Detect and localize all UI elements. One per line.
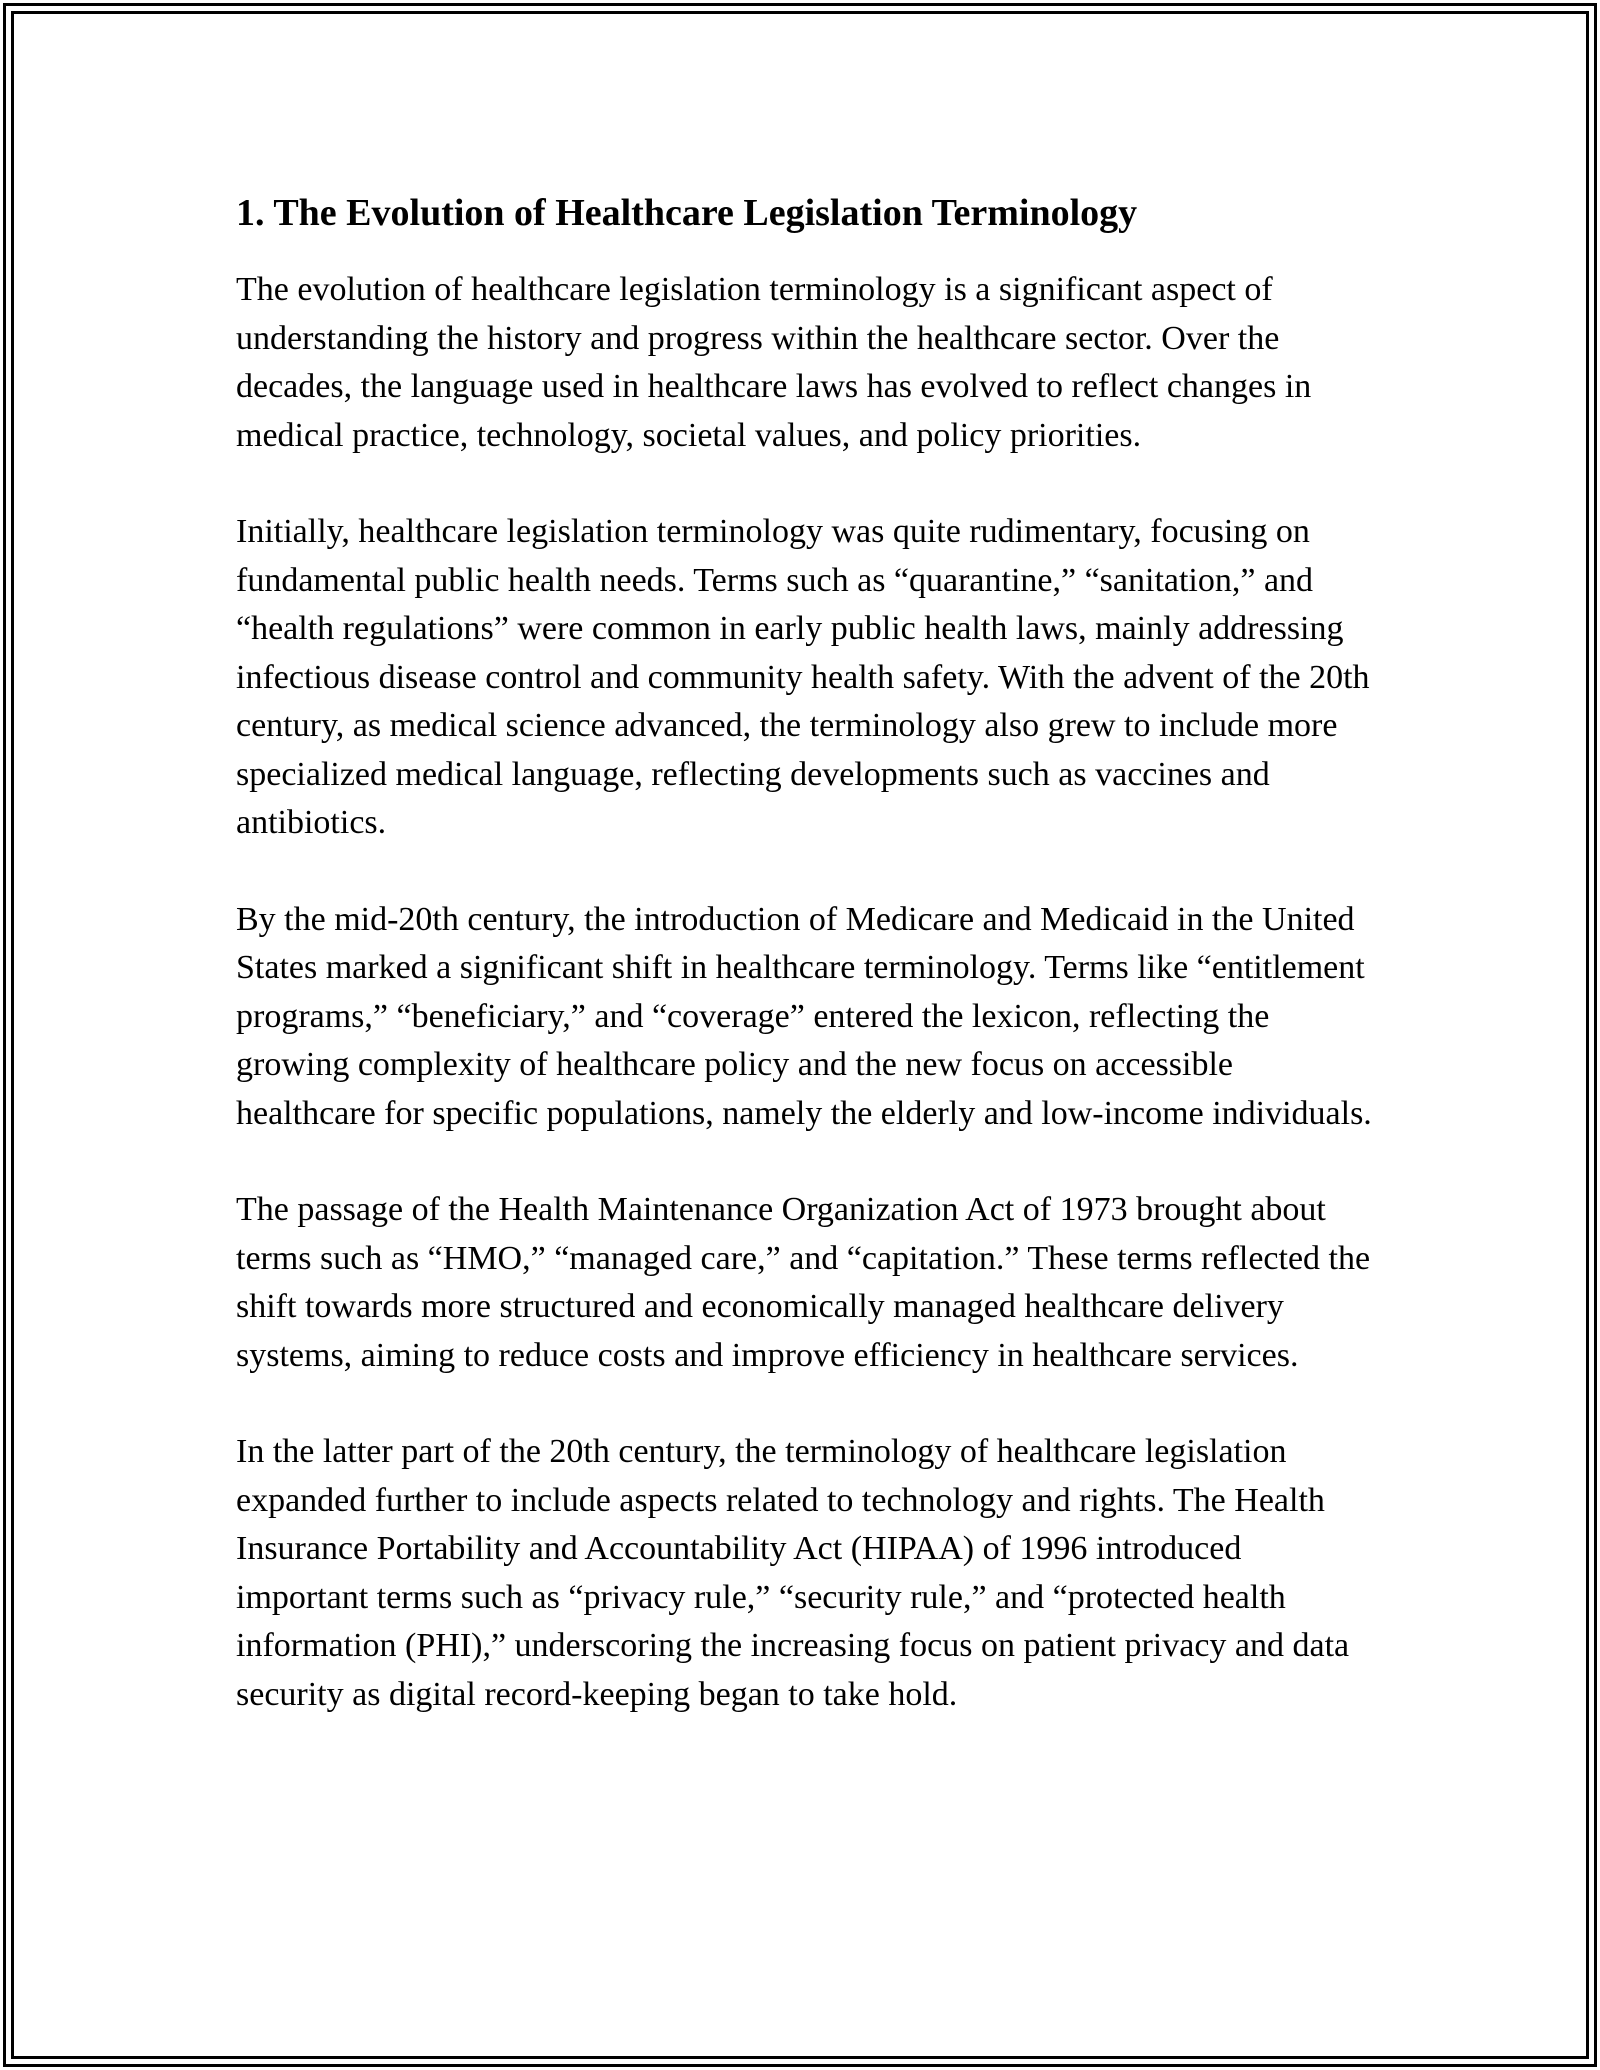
paragraph-hmo-act: The passage of the Health Maintenance Organization Act of 1973 brought about terms such as “HMO,” “managed care,” and “capitation.” These terms reflected the shift towards more structured and economically managed healthcare delivery systems, aiming to reduce costs and improve efficiency in healthcare services. bbox=[236, 1191, 1371, 1374]
paragraph-intro: The evolution of healthcare legislation terminology is a significant aspect of understanding the history and progress within the healthcare sector. Over the decades, the language used in healthcare laws has evolved to reflect changes in medical practice, technology, societal values, and policy priorities. bbox=[236, 271, 1312, 454]
paragraph-early-terminology: Initially, healthcare legislation terminology was quite rudimentary, focusing on fundamental public health needs. Terms such as “quarantine,” “sanitation,” and “health regulations” were common in early public health laws, mainly addressing infectious disease control and community health safety. With the advent of the 20th century, as medical science advanced, the terminology also grew to include more specialized medical language, reflecting developments such as vaccines and antibiotics. bbox=[236, 513, 1370, 841]
document-body bbox=[236, 182, 1376, 1767]
section-heading: 1. The Evolution of Healthcare Legislation Terminology bbox=[236, 192, 1138, 234]
paragraph-hipaa: In the latter part of the 20th century, the terminology of healthcare legislation expanded further to include aspects related to technology and rights. The Health Insurance Portability and Accountability Act (HIPAA) of 1996 introduced important terms such as “privacy rule,” “security rule,” and “protected health information (PHI),” underscoring the increasing focus on patient privacy and data security as digital record-keeping began to take hold. bbox=[236, 1433, 1350, 1713]
paragraph-medicare-medicaid: By the mid-20th century, the introduction of Medicare and Medicaid in the United States marked a significant shift in healthcare terminology. Terms like “entitlement programs,” “beneficiary,” and “coverage” entered the lexicon, reflecting the growing complexity of healthcare policy and the new focus on accessible healthcare for specific populations, namely the elderly and low-income individuals. bbox=[236, 900, 1372, 1132]
